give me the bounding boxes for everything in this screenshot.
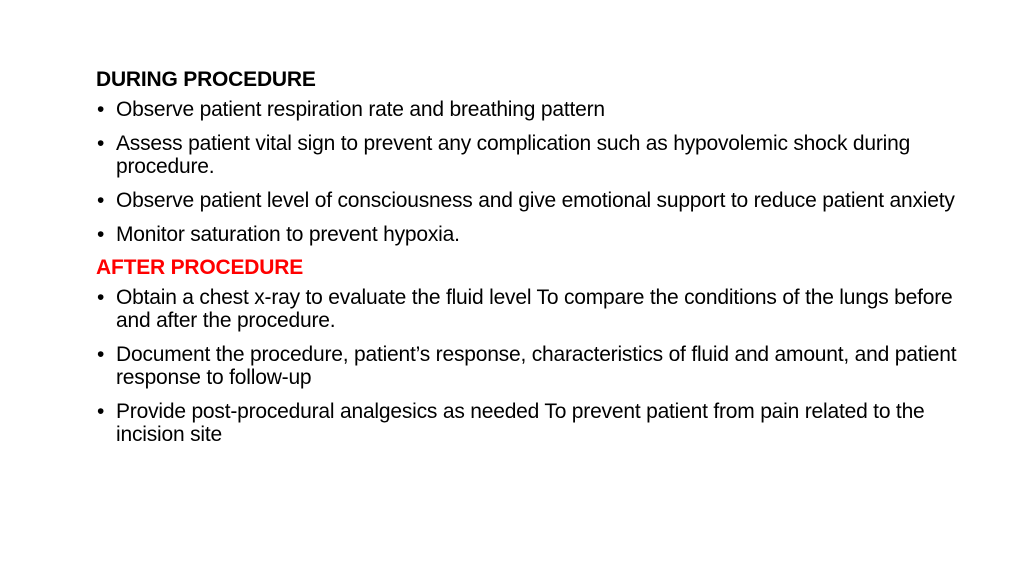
list-item-text: Assess patient vital sign to prevent any complication such as hypovolemic shock during procedure.	[116, 132, 911, 178]
list-item	[96, 189, 976, 212]
bullet-icon: •	[97, 400, 105, 423]
during-procedure-heading: DURING PROCEDURE	[96, 68, 316, 91]
list-item-text: Document the procedure, patient’s response, characteristics of fluid and amount, and patient response to follow-up	[116, 343, 957, 389]
list-item-text: Monitor saturation to prevent hypoxia.	[116, 223, 460, 246]
bullet-icon: •	[97, 132, 105, 155]
after-procedure-list	[96, 286, 976, 446]
bullet-icon: •	[97, 98, 105, 121]
during-procedure-list	[96, 98, 976, 246]
list-item	[96, 286, 976, 332]
list-item-text: Observe patient respiration rate and breathing pattern	[116, 98, 605, 121]
bullet-icon: •	[97, 343, 105, 366]
bullet-icon: •	[97, 223, 105, 246]
list-item	[96, 400, 976, 446]
list-item-text: Obtain a chest x-ray to evaluate the fluid level To compare the conditions of the lungs before and after the procedure.	[116, 286, 953, 332]
list-item-text: Observe patient level of consciousness and give emotional support to reduce patient anxiety	[116, 189, 955, 212]
list-item	[96, 132, 976, 178]
list-item	[96, 223, 976, 246]
slide-content	[96, 68, 976, 457]
list-item	[96, 98, 976, 121]
bullet-icon: •	[97, 286, 105, 309]
bullet-icon: •	[97, 189, 105, 212]
after-procedure-heading: AFTER PROCEDURE	[96, 256, 304, 279]
list-item-text: Provide post-procedural analgesics as needed To prevent patient from pain related to the incision site	[116, 400, 925, 446]
list-item	[96, 343, 976, 389]
